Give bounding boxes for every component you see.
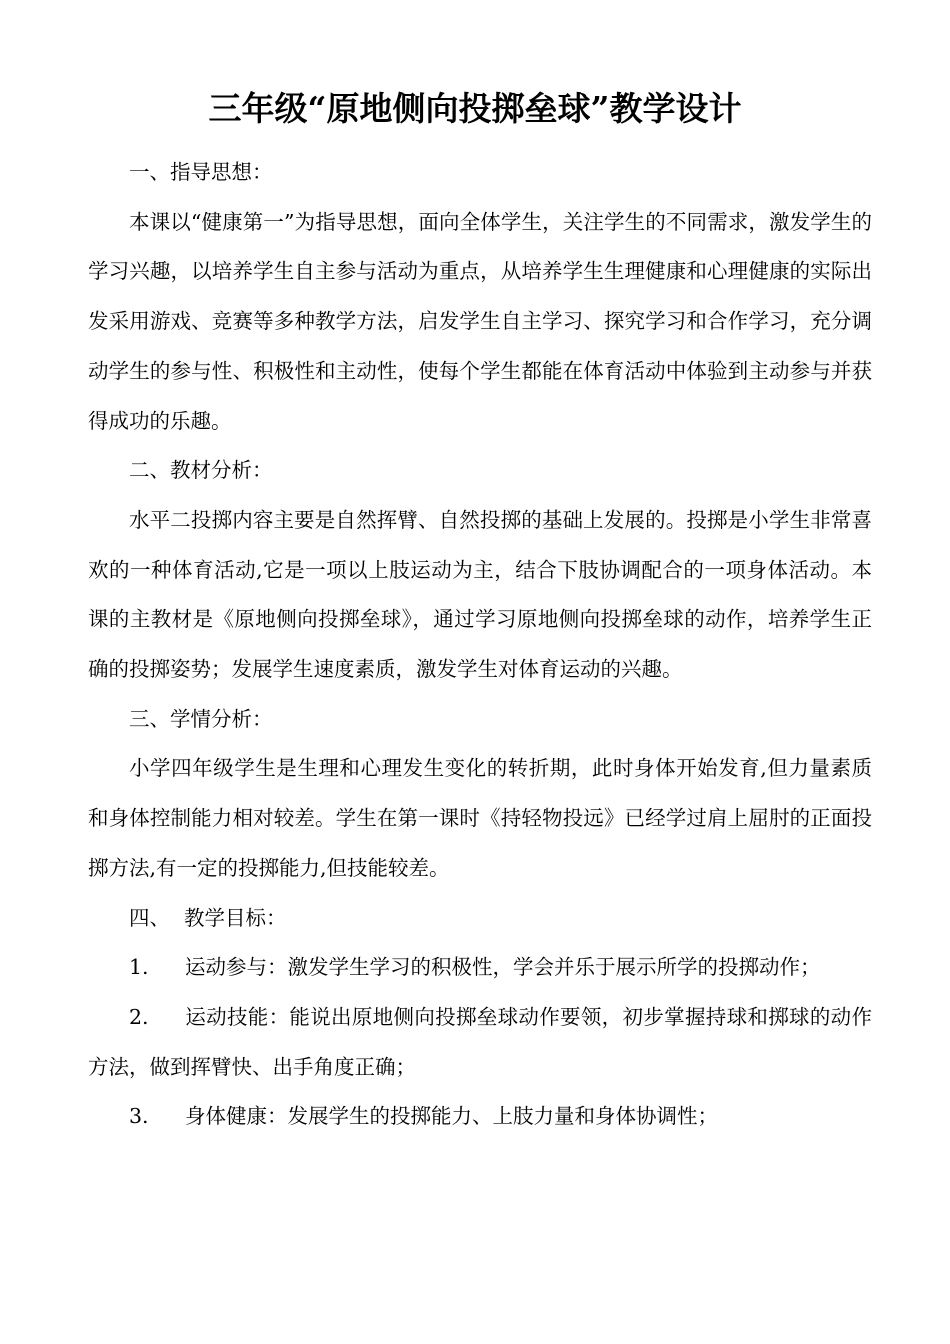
section-heading-guiding-thought: 一、指导思想： <box>129 160 273 184</box>
heading-number: 四、 <box>129 905 170 930</box>
goal-item-text: 运动参与：激发学生学习的积极性，学会并乐于展示所学的投掷动作； <box>185 955 821 980</box>
section-paragraph-material-analysis: 水平二投掷内容主要是自然挥臂、自然投掷的基础上发展的。投掷是小学生非常喜欢的一种体育活动,它是一项以上肢运动为主，结合下肢协调配合的一项身体活动。本课的主教材是《原地侧向投掷垒球》，通过学习原地侧向投掷垒球的动作，培养学生正确的投掷姿势；发展学生速度素质，激发学生对体育运动的兴趣。 <box>88 507 872 682</box>
section-paragraph-guiding-thought: 本课以“健康第一”为指导思想，面向全体学生，关注学生的不同需求，激发学生的学习兴趣，以培养学生自主参与活动为重点，从培养学生生理健康和心理健康的实际出发采用游戏、竞赛等多种教学方法，启发学生自主学习、探究学习和合作学习，充分调动学生的参与性、积极性和主动性，使每个学生都能在体育活动中体验到主动参与并获得成功的乐趣。 <box>88 209 872 433</box>
goal-item-number: 1. <box>129 955 149 980</box>
goal-item <box>88 993 872 1092</box>
section-heading-material-analysis: 二、教材分析： <box>129 458 273 483</box>
document-title: 三年级“原地侧向投掷垒球”教学设计 <box>208 89 742 128</box>
goal-item-text: 身体健康：发展学生的投掷能力、上肢力量和身体协调性； <box>185 1104 718 1129</box>
section-heading-teaching-goals <box>88 894 872 944</box>
goal-item-number: 3. <box>129 1104 149 1129</box>
heading-text: 教学目标： <box>184 905 287 930</box>
section-paragraph-student-analysis: 小学四年级学生是生理和心理发生变化的转折期，此时身体开始发育,但力量素质和身体控制能力相对较差。学生在第一课时《持轻物投远》已经学过肩上屈肘的正面投掷方法,有一定的投掷能力,但技能较差。 <box>88 756 872 880</box>
goal-item <box>88 943 872 993</box>
document-body <box>88 148 872 1142</box>
goal-item <box>88 1092 872 1142</box>
section-heading-student-analysis: 三、学情分析： <box>129 706 273 731</box>
goal-item-text: 运动技能：能说出原地侧向投掷垒球动作要领，初步掌握持球和掷球的动作方法，做到挥臂快、出手角度正确； <box>88 1004 872 1079</box>
goal-item-number: 2. <box>129 1004 149 1029</box>
